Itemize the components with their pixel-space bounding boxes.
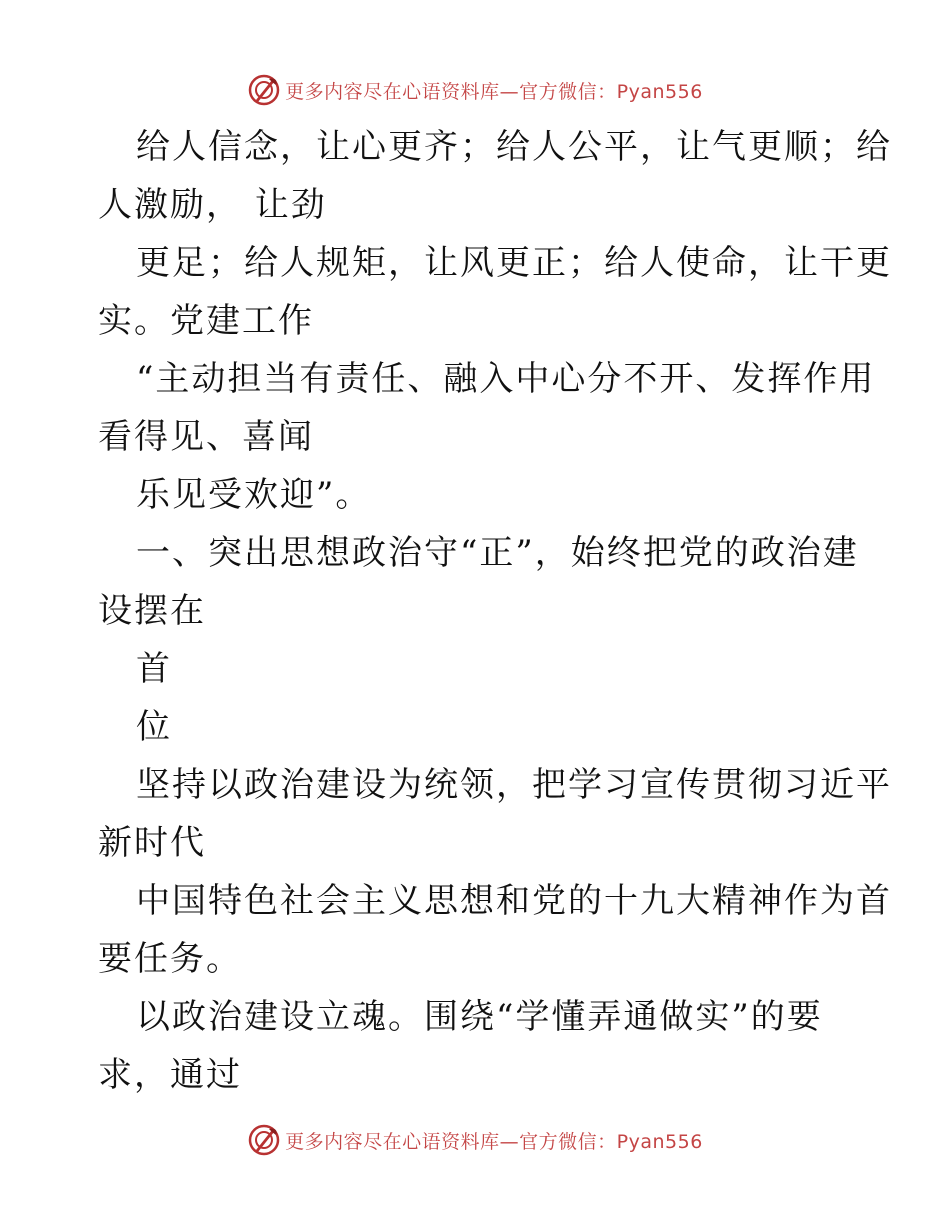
section-heading-line: 一、突出思想政治守“正”，始终把党的政治建 xyxy=(136,533,859,573)
text-line: 求，通过 xyxy=(98,1055,242,1095)
text-line: 乐见受欢迎”。 xyxy=(136,475,372,515)
header-watermark-banner xyxy=(0,70,950,110)
text-line: 给人信念，让心更齐；给人公平，让气更顺；给 xyxy=(136,127,892,167)
quill-logo-icon xyxy=(247,73,281,107)
watermark-site-name: 更多内容尽在心语资料库 xyxy=(285,80,500,103)
document-body xyxy=(98,118,892,1104)
footer-watermark-banner xyxy=(0,1120,950,1160)
text-line: 首 xyxy=(136,649,172,689)
text-line: 要任务。 xyxy=(98,939,242,979)
text-line: 坚持以政治建设为统领，把学习宣传贯彻习近平 xyxy=(136,765,892,805)
watermark-dash: — xyxy=(499,80,520,103)
text-line: 人激励， 让劲 xyxy=(98,185,327,225)
text-line: “主动担当有责任、融入中心分不开、发挥作用 xyxy=(136,359,876,399)
watermark-wechat: 官方微信：Pyan556 xyxy=(519,80,703,103)
watermark-text xyxy=(285,77,703,104)
watermark-wechat: 官方微信：Pyan556 xyxy=(519,1130,703,1153)
text-line: 以政治建设立魂。围绕“学懂弄通做实”的要 xyxy=(136,997,823,1037)
text-line: 中国特色社会主义思想和党的十九大精神作为首 xyxy=(136,881,892,921)
watermark-text xyxy=(285,1127,703,1154)
text-line: 设摆在 xyxy=(98,591,206,631)
text-line: 看得见、喜闻 xyxy=(98,417,314,457)
text-line: 新时代 xyxy=(98,823,206,863)
quill-logo-icon xyxy=(247,1123,281,1157)
text-line: 更足；给人规矩，让风更正；给人使命，让干更 xyxy=(136,243,892,283)
watermark-dash: — xyxy=(499,1130,520,1153)
text-line: 实。党建工作 xyxy=(98,301,314,341)
watermark-site-name: 更多内容尽在心语资料库 xyxy=(285,1130,500,1153)
text-line: 位 xyxy=(136,707,172,747)
